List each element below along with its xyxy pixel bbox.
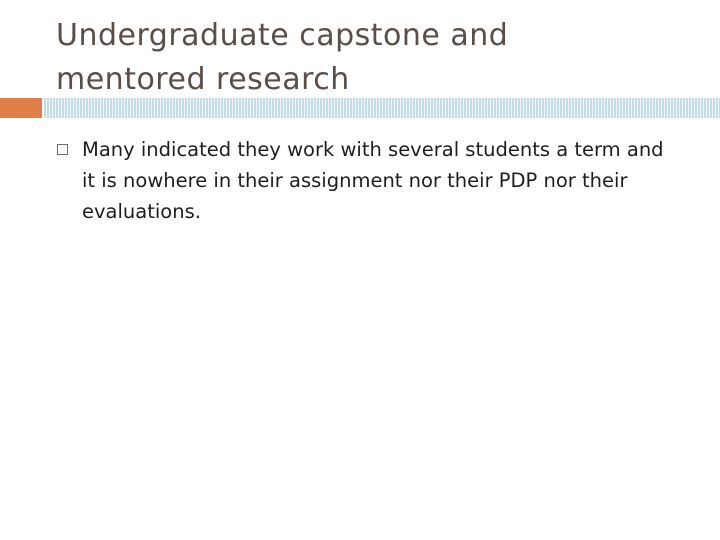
bullet-text: Many indicated they work with several students a term and it is nowhere in their assignment nor their PDP nor their evaluations. (82, 138, 664, 223)
title-accent-bar (0, 98, 42, 118)
bullet-list (56, 134, 676, 227)
square-bullet-icon (57, 144, 68, 155)
bullet-item (56, 134, 676, 227)
title-divider-bar (44, 98, 720, 118)
slide-title: Undergraduate capstone and mentored research (56, 18, 509, 97)
